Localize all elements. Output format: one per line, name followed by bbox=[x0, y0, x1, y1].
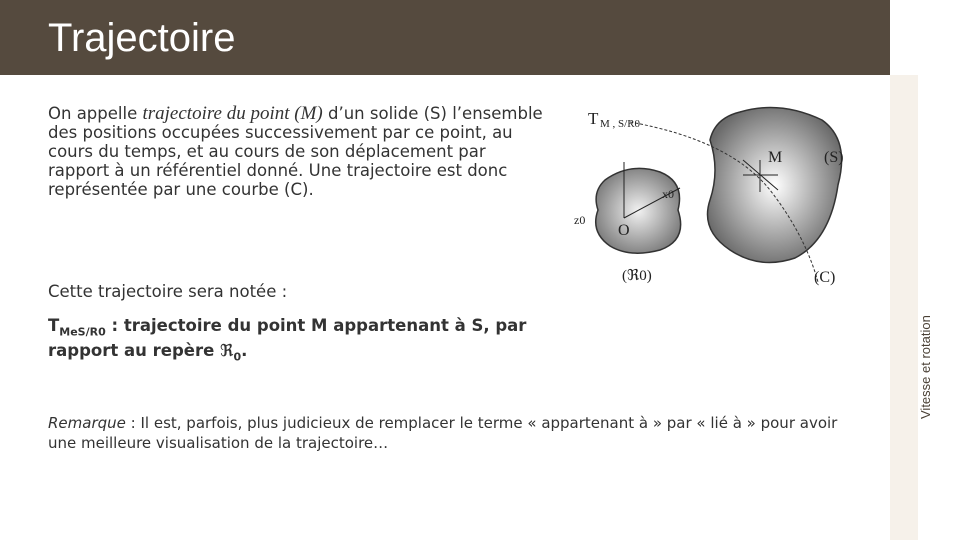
remark-paragraph bbox=[48, 413, 848, 453]
robot-arm-icon bbox=[898, 10, 956, 66]
notation-text: Cette trajectoire sera notée : bbox=[48, 282, 288, 301]
symbol-subscript: MeS/R0 bbox=[59, 325, 106, 339]
solid-s-shape bbox=[708, 108, 842, 263]
o-label: O bbox=[618, 222, 630, 239]
frame-label: (ℜ0) bbox=[622, 268, 652, 284]
remark-text: : Il est, parfois, plus judicieux de remplacer le terme « appartenant à » par « lié à » pour avoir une meilleure visualisation de la trajectoire… bbox=[48, 414, 838, 452]
paragraph-rest: d’un solide (S) l’ensemble des positions occupées successivement par ce point, au cours du temps, et au cours de son déplacement par rapport à un référentiel donné. Une trajectoire est donc représentée par une courbe (C). bbox=[48, 104, 543, 199]
header-bar bbox=[0, 0, 890, 75]
symbol-t: T bbox=[48, 316, 60, 335]
trajectory-definition bbox=[48, 316, 548, 367]
sidebar-band bbox=[890, 75, 918, 540]
intro-text: On appelle bbox=[48, 104, 143, 123]
frame-subscript: 0 bbox=[233, 350, 242, 364]
curve-label: (C) bbox=[814, 269, 836, 286]
m-label: M bbox=[768, 149, 783, 166]
definition-end: . bbox=[241, 341, 248, 361]
z-axis-label: z0 bbox=[574, 213, 586, 227]
definition-paragraph bbox=[48, 104, 548, 199]
sidebar-label: Vitesse et rotation bbox=[918, 315, 933, 420]
term-text: trajectoire du point (M) bbox=[142, 103, 323, 124]
x-axis-label: x0 bbox=[662, 187, 674, 201]
definition-text: : trajectoire du point M appartenant à S, par rapport au repère ℜ bbox=[48, 316, 527, 361]
trajectory-diagram bbox=[560, 100, 850, 295]
page-title: Trajectoire bbox=[48, 16, 236, 60]
s-label: (S) bbox=[824, 149, 844, 166]
tm-subscript: M , S/R0 bbox=[600, 118, 641, 130]
tm-label: T bbox=[588, 109, 599, 128]
remark-label: Remarque bbox=[48, 414, 126, 432]
